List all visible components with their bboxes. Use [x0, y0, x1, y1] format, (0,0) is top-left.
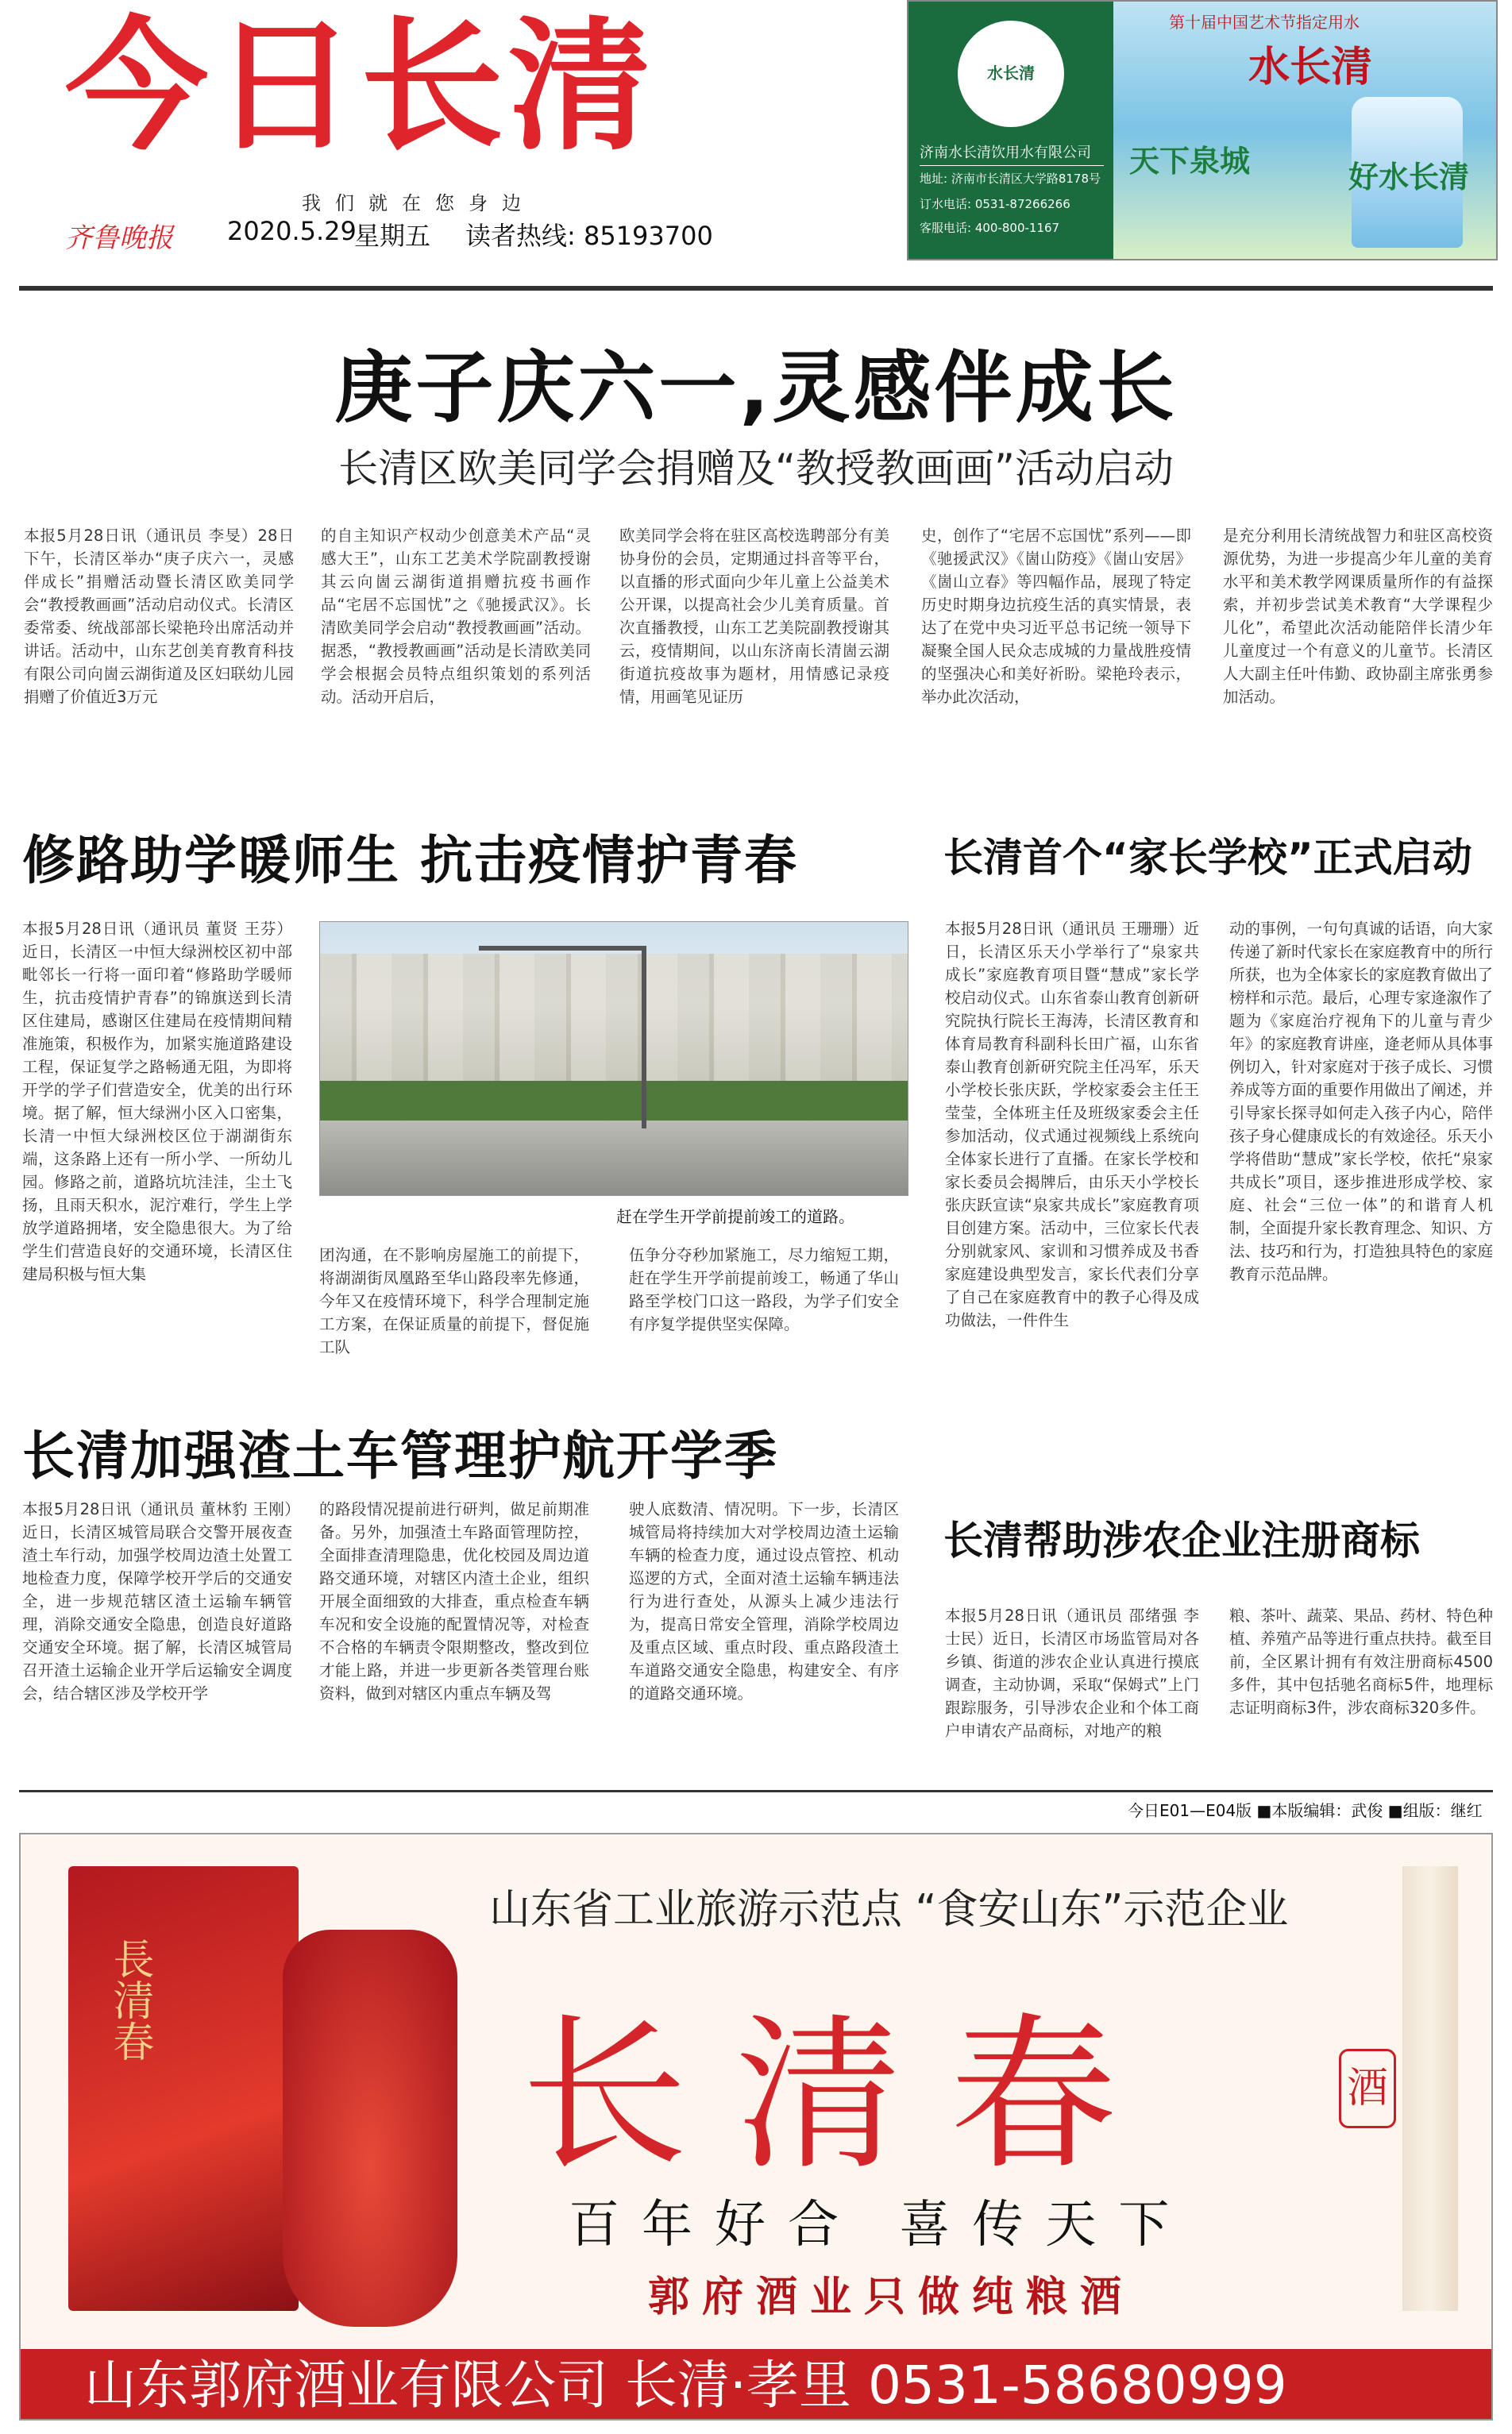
muck-column-3: 驶人底数清、情况明。下一步，长清区城管局将持续加大对学校周边渣土运输车辆的检查力度，通过设点管控、机动巡逻的方式，全面对渣土运输车辆违法行为进行查处，从源头上减少违法行为，提高日常安全管理，消除学校周边及重点区域、重点时段、重点路段渣土车道路交通安全隐患，构建安全、有序的道路交通环境。 [629, 1500, 899, 1703]
road-surface-image [320, 1121, 908, 1196]
liquor-box-image [68, 1866, 299, 2311]
ad-order-phone: 订水电话: 0531-87266266 [920, 197, 1070, 211]
ad-liquor-slogan: 百年好合 喜传天下 [569, 2196, 1192, 2255]
liquor-bottle-image [283, 1930, 457, 2327]
ad-brand-panel [1113, 2, 1496, 259]
ad-company-name: 济南水长清饮用水有限公司 [920, 141, 1104, 166]
masthead-slogan: 我们就在您身边 [302, 192, 535, 214]
reader-hotline: 读者热线: 85193700 [465, 221, 713, 251]
lead-column-5: 是充分利用长清统战智力和驻区高校资源优势，为进一步提高少年儿童的美育水平和美术教学网课质量所作的有益探索，并初步尝试美术教育“大学课程少儿化”，希望此次活动能陪伴长清少年儿童度过一个有意义的儿童节。长清区人大副主任叶伟勤、政协副主席张勇参加活动。 [1223, 527, 1493, 706]
lead-column-2: 的自主知识产权动少创意美术产品“灵感大王”，山东工艺美术学院副教授谢其云向崮云湖街道捐赠抗疫书画作品“宅居不忘国忧”之《驰援武汉》。长清欧美同学会启动“教授教画画”活动。据悉，“教授教画画”活动是长清欧美同学会根据会员特点组织策划的系列活动。活动开启后， [321, 527, 591, 706]
ad-liquor-brand: 长清春 [521, 1998, 1165, 2193]
ad-company-panel [908, 2, 1113, 259]
lead-subhead: 长清区欧美同学会捐赠及“教授教画画”活动启动 [338, 446, 1174, 492]
parents-column-1: 本报5月28日讯（通讯员 王珊珊）近日，长清区乐天小学举行了“泉家共成长”家庭教育项目暨“慧成”家长学校启动仪式。山东省泰山教育创新研究院执行院长王海涛，长清区教育和体育局教育科副科长田广福，山东省泰山教育创新研究院主任冯军，乐天小学校长张庆跃，学校家委会主任王莹莹，全体班主任及班级家委会主任参加活动，仪式通过视频线上系统向全体家长进行了直播。在家长学校和家长委员会揭牌后，由乐天小学校长张庆跃宣读“泉家共成长”家庭教育项目创建方案。活动中，三位家长代表分别就家风、家训和习惯养成及书香家庭建设典型发言，家长代表们分享了自己在家庭教育中的教子心得及成功做法，一件件生 [945, 920, 1199, 1329]
trademark-headline[interactable]: 长清帮助涉农企业注册商标 [943, 1518, 1420, 1564]
traffic-light-arm [479, 946, 646, 951]
ad-festival: 第十届中国艺术节指定用水 [1169, 13, 1360, 32]
lead-column-1: 本报5月28日讯（通讯员 李旻）28日下午，长清区举办“庚子庆六一，灵感伴成长”捐赠活动暨长清区欧美同学会“教授教画画”活动启动仪式。长清区委常委、统战部部长梁艳玲出席活动并讲话。活动中，山东艺创美育教育科技有限公司向崮云湖街道及区妇联幼儿园捐赠了价值近3万元 [24, 527, 294, 706]
water-logo-icon [958, 21, 1064, 127]
trademark-column-2: 粮、茶叶、蔬菜、果品、药材、特色种植、养殖产品等进行重点扶持。截至目前，全区累计拥有有效注册商标4500多件，其中包括驰名商标5件，地理标志证明商标3件，涉农商标320多件。 [1229, 1607, 1493, 1717]
bottle-label: 長清春 [106, 1938, 153, 2062]
ad-contact-bar [21, 2349, 1493, 2420]
road-headline[interactable]: 修路助学暖师生 抗击疫情护青春 [22, 830, 798, 891]
road-photo [319, 921, 908, 1196]
logo-text: 水长清 [987, 64, 1035, 83]
lead-column-4: 史，创作了“宅居不忘国忧”系列——即《驰援武汉》《崮山防疫》《崮山安居》《崮山立春》等四幅作品，展现了特定历史时期身边抗疫生活的真实情景，表达了在党中央习近平总书记统一领导下凝聚全国人民众志成城的力量战胜疫情的坚强决心和美好祈盼。梁艳玲表示，举办此次活动， [921, 527, 1191, 706]
issue-date: 2020.5.29 [227, 216, 357, 246]
footer-info: 今日E01—E04版 ■本版编辑：武俊 ■组版：继红 [1128, 1801, 1483, 1820]
footer-rule [19, 1790, 1493, 1792]
paper-name: 齐鲁晚报 [65, 222, 173, 254]
ad-slogan-right: 好水长清 [1348, 160, 1470, 195]
ad-slogan-left: 天下泉城 [1129, 144, 1251, 179]
bottom-advertisement[interactable] [19, 1833, 1493, 2420]
buildings-image [320, 954, 908, 1097]
top-advertisement[interactable] [907, 0, 1498, 260]
muck-column-1: 本报5月28日讯（通讯员 董林豹 王刚）近日，长清区城管局联合交警开展夜查渣土车行动，加强学校周边渣土处置工地检查力度，保障学校开学后的交通安全，进一步规范辖区渣土运输车辆管理，消除交通安全隐患，创造良好道路交通安全环境。据了解，长清区城管局召开渣土运输企业开学后运输安全调度会，结合辖区涉及学校开学 [22, 1500, 292, 1703]
road-column-2: 团沟通，在不影响房屋施工的前提下，将湖湖街凤凰路至华山路段率先修通，今年又在疫情环境下，科学合理制定施工方案，在保证质量的前提下，督促施工队 [319, 1246, 589, 1356]
liquor-stamp: 酒 [1339, 2049, 1396, 2128]
muck-column-2: 的路段情况提前进行研判，做足前期准备。另外，加强渣土车路面管理防控，全面排查清理隐患，优化校园及周边道路交通环境，对辖区内渣土企业，组织开展全面细致的大排查，重点检查车辆车况和安全设施的配置情况等，对检查不合格的车辆责令限期整改，整改到位才能上路，并进一步更新各类管理台账资料，做到对辖区内重点车辆及驾 [319, 1500, 589, 1703]
road-column-3: 伍争分夺秒加紧施工，尽力缩短工期，赶在学生开学前提前竣工，畅通了华山路至学校门口这一路段，为学子们安全有序复学提供坚实保障。 [629, 1246, 899, 1333]
ad-honors: 山东省工业旅游示范点 “食安山东”示范企业 [489, 1886, 1289, 1934]
trademark-column-1: 本报5月28日讯（通讯员 邵绪强 李士民）近日，长清区市场监管局对各乡镇、街道的涉农企业认真进行摸底调查，主动协调，采取“保姆式”上门跟踪服务，引导涉农企业和个体工商户申请农产品商标，对地产的粮 [945, 1607, 1199, 1740]
muck-headline[interactable]: 长清加强渣土车管理护航开学季 [22, 1425, 778, 1487]
masthead-rule [19, 286, 1493, 291]
column-pillar-image [1402, 1866, 1458, 2311]
ad-liquor-slogan-2: 郭府酒业只做纯粮酒 [648, 2274, 1135, 2321]
parents-column-2: 动的事例，一句句真诚的话语，向大家传递了新时代家长在家庭教育中的所行所获，也为全体家长的家庭教育做出了榜样和示范。最后，心理专家逄溆作了题为《家庭治疗视角下的儿童与青少年》的家庭教育讲座，逄老师从具体事例切入，针对家庭对于孩子成长、习惯养成等方面的重要作用做出了阐述，并引导家长探寻如何走入孩子内心，陪伴孩子身心健康成长的有效途径。乐天小学将借助“慧成”家长学校，依托“泉家共成长”项目，逐步推进形成学校、家庭、社会“三位一体”的和谐育人机制，全面提升家长教育理念、知识、方法、技巧和行为，打造独具特色的家庭教育示范品牌。 [1229, 920, 1493, 1283]
ad-contact-text: 山东郭府酒业有限公司 长清·孝里 0531-58680999 [84, 2355, 1287, 2416]
lead-headline[interactable]: 庚子庆六一,灵感伴成长 [334, 343, 1178, 434]
road-photo-caption: 赶在学生开学前提前竣工的道路。 [616, 1207, 854, 1226]
lead-column-3: 欧美同学会将在驻区高校选聘部分有美协身份的会员，定期通过抖音等平台，以直播的形式面向少年儿童上公益美术公开课，以提高社会少儿美育质量。首次直播教授，山东工艺美院副教授谢其云，疫情期间，以山东济南长清崮云湖街道抗疫故事为题材，用情感记录疫情，用画笔见证历 [619, 527, 889, 706]
ad-service-phone: 客服电话: 400-800-1167 [920, 221, 1060, 235]
issue-weekday: 星期五 [354, 221, 431, 251]
road-column-1: 本报5月28日讯（通讯员 董贤 王芬）近日，长清区一中恒大绿洲校区初中部毗邻长一行将一面印着“修路助学暖师生，抗击疫情护青春”的锦旗送到长清区住建局，感谢区住建局在疫情期间精准施策，积极作为，加紧实施道路建设工程，保证复学之路畅通无阻，为即将开学的学子们营造安全，优美的出行环境。据了解，恒大绿洲小区入口密集，长清一中恒大绿洲校区位于湖湖街东端，这条路上还有一所小学、一所幼儿园。修路之前，道路坑坑洼洼，尘土飞扬，且雨天积水，泥泞难行，学生上学放学道路拥堵，安全隐患很大。为了给学生们营造良好的交通环境，长清区住建局积极与恒大集 [22, 920, 292, 1283]
ad-brand: 水长清 [1248, 43, 1373, 91]
parents-headline[interactable]: 长清首个“家长学校”正式启动 [943, 835, 1472, 881]
traffic-light-pole [642, 946, 646, 1128]
masthead-title: 今日长清 [65, 4, 657, 170]
ad-address: 地址: 济南市长清区大学路8178号 [920, 172, 1101, 186]
